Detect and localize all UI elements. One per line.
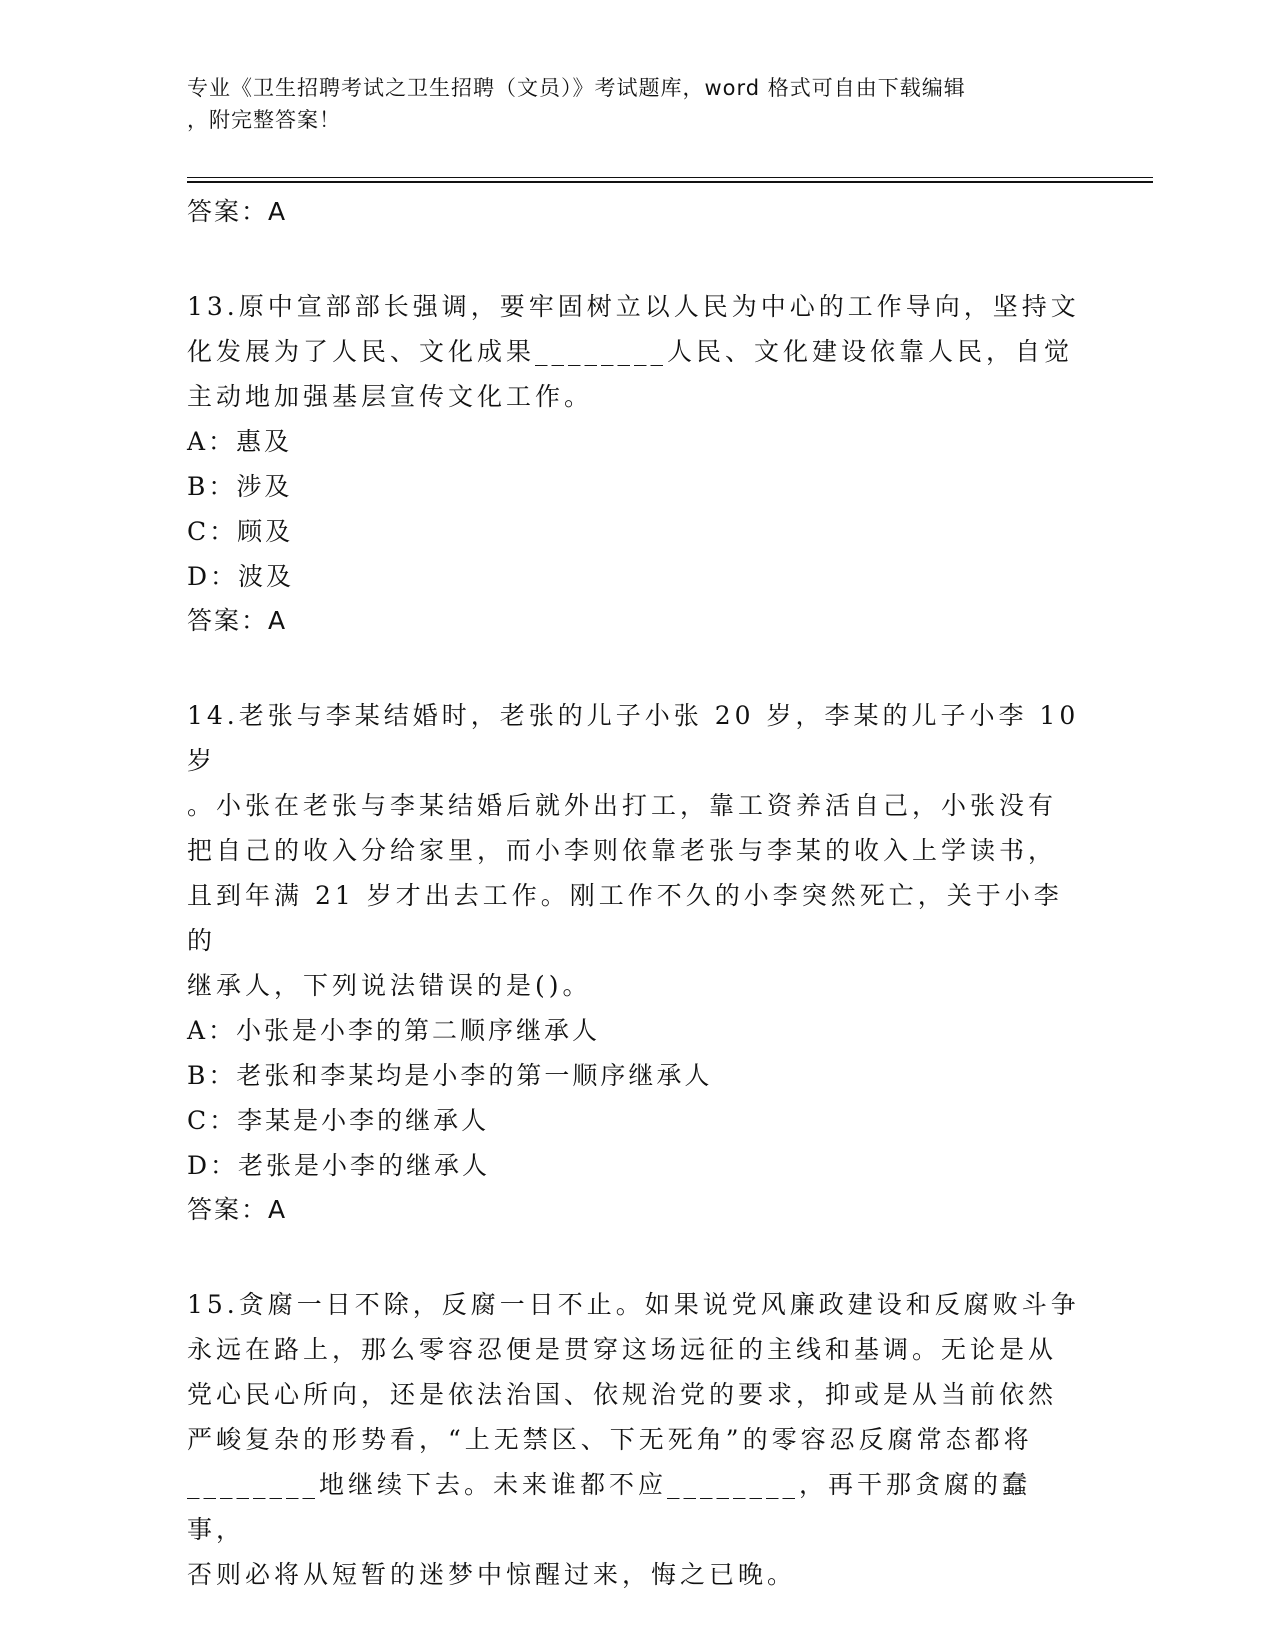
question-line: 党心民心所向，还是依法治国、依规治党的要求，抑或是从当前依然 — [187, 1380, 1058, 1409]
option-a: A：惠及 — [187, 427, 293, 456]
document-body — [187, 190, 1087, 1597]
header-rule-thick — [187, 181, 1153, 183]
question-line: 否则必将从短暂的迷梦中惊醒过来，悔之已晚。 — [187, 1560, 797, 1589]
question-13-text — [187, 284, 1087, 419]
question-line: 。小张在老张与李某结婚后就外出打工，靠工资养活自己，小张没有 — [187, 791, 1058, 820]
previous-answer: 答案：A — [187, 197, 288, 226]
question-line: 且到年满 21 岁才出去工作。刚工作不久的小李突然死亡，关于小李的 — [187, 881, 1063, 955]
answer: 答案：A — [187, 1195, 288, 1224]
question-14-text — [187, 693, 1087, 1008]
option-c: C：顾及 — [187, 517, 294, 546]
spacer — [187, 1232, 1087, 1282]
question-15-text — [187, 1282, 1087, 1597]
question-line: ________地继续下去。未来谁都不应________，再干那贪腐的蠢事， — [187, 1470, 1032, 1544]
question-line: 严峻复杂的形势看，“上无禁区、下无死角”的零容忍反腐常态都将 — [187, 1425, 1033, 1454]
header-line-2: ，附完整答案！ — [187, 108, 341, 132]
option-d: D：波及 — [187, 562, 295, 591]
question-line: 把自己的收入分给家里，而小李则依靠老张与李某的收入上学读书， — [187, 836, 1058, 865]
spacer — [187, 643, 1087, 693]
option-d: D：老张是小李的继承人 — [187, 1151, 491, 1180]
header-rule-thin — [187, 177, 1153, 178]
header-line-1: 专业《卫生招聘考试之卫生招聘（文员）》考试题库，word 格式可自由下载编辑 — [187, 76, 966, 100]
question-line: 继承人，下列说法错误的是()。 — [187, 971, 592, 1000]
question-line: 化发展为了人民、文化成果________人民、文化建设依靠人民，自觉 — [187, 337, 1074, 366]
option-c: C：李某是小李的继承人 — [187, 1106, 490, 1135]
spacer — [187, 234, 1087, 284]
question-line: 永远在路上，那么零容忍便是贯穿这场远征的主线和基调。无论是从 — [187, 1335, 1058, 1364]
option-b: B：涉及 — [187, 472, 293, 501]
question-15 — [187, 1282, 1087, 1597]
question-14 — [187, 693, 1087, 1232]
question-13 — [187, 284, 1087, 643]
question-line: 主动地加强基层宣传文化工作。 — [187, 382, 594, 411]
question-line: 13.原中宣部部长强调，要牢固树立以人民为中心的工作导向，坚持文 — [187, 292, 1080, 321]
option-b: B：老张和李某均是小李的第一顺序继承人 — [187, 1061, 713, 1090]
option-a: A：小张是小李的第二顺序继承人 — [187, 1016, 601, 1045]
question-line: 14.老张与李某结婚时，老张的儿子小张 20 岁，李某的儿子小李 10 岁 — [187, 701, 1080, 775]
answer: 答案：A — [187, 606, 288, 635]
document-header — [187, 72, 1087, 136]
question-line: 15.贪腐一日不除，反腐一日不止。如果说党风廉政建设和反腐败斗争 — [187, 1290, 1080, 1319]
